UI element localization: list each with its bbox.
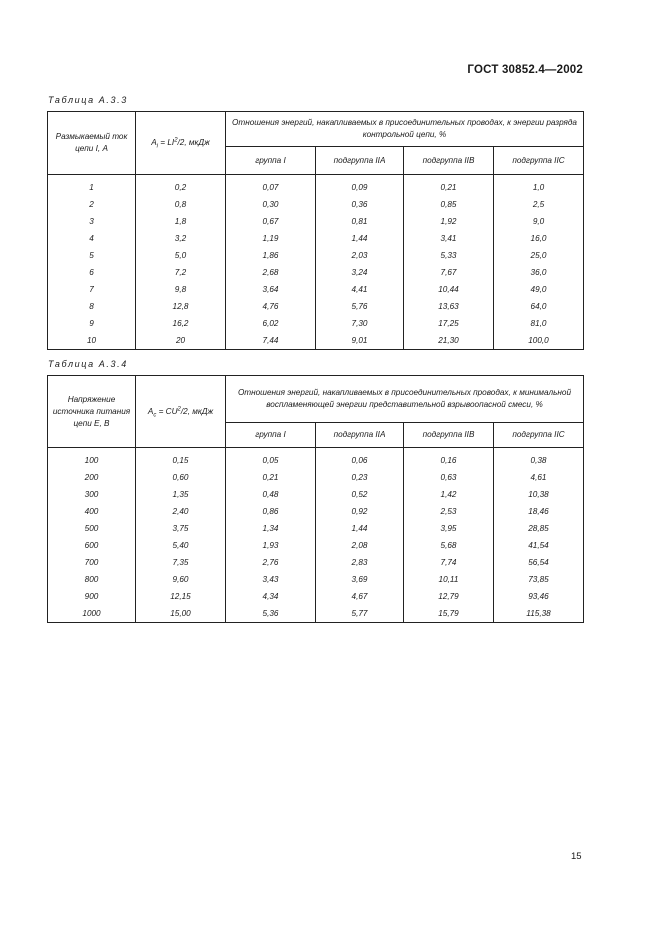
- header-subgroup-iib: подгруппа IIB: [404, 147, 494, 175]
- header-energy-formula: $A_c = CU^2/2$, мкДж: [136, 376, 226, 448]
- header-subgroup-iia: подгруппа IIA: [316, 147, 404, 175]
- table-row: 300 1,35 0,48 0,52 1,42 10,38: [48, 486, 584, 503]
- header-subgroup-iia: подгруппа IIA: [316, 423, 404, 448]
- header-energy-formula: $A_i = LI^2/2$, мкДж: [136, 112, 226, 175]
- table-row: 800 9,60 3,43 3,69 10,11 73,85: [48, 571, 584, 588]
- table-row: 400 2,40 0,86 0,92 2,53 18,46: [48, 503, 584, 520]
- table-row: 9 16,2 6,02 7,30 17,25 81,0: [48, 315, 584, 332]
- table-row: 2 0,8 0,30 0,36 0,85 2,5: [48, 196, 584, 213]
- table-row: 900 12,15 4,34 4,67 12,79 93,46: [48, 588, 584, 605]
- table-row: 1 0,2 0,07 0,09 0,21 1,0: [48, 175, 584, 197]
- table-row: 8 12,8 4,76 5,76 13,63 64,0: [48, 298, 584, 315]
- table-row: 10 20 7,44 9,01 21,30 100,0: [48, 332, 584, 350]
- header-voltage: Напряжение источника питания цепи E, В: [48, 376, 136, 448]
- header-energy-ratio: Отношения энергий, накапливаемых в присоединительных проводах, к энергии разряда контрольной цепи, %: [226, 112, 584, 147]
- table-row: 5 5,0 1,86 2,03 5,33 25,0: [48, 247, 584, 264]
- table-row: 200 0,60 0,21 0,23 0,63 4,61: [48, 469, 584, 486]
- header-energy-ratio: Отношения энергий, накапливаемых в присоединительных проводах, к минимальной воспламеняющей энергии представительной взрывоопасной смеси, %: [226, 376, 584, 423]
- header-group-1: группа I: [226, 147, 316, 175]
- header-subgroup-iic: подгруппа IIC: [494, 423, 584, 448]
- header-subgroup-iib: подгруппа IIB: [404, 423, 494, 448]
- table-row: 700 7,35 2,76 2,83 7,74 56,54: [48, 554, 584, 571]
- table-row: 1000 15,00 5,36 5,77 15,79 115,38: [48, 605, 584, 623]
- table-caption-a33: Таблица А.3.3: [48, 95, 128, 105]
- table-row: 500 3,75 1,34 1,44 3,95 28,85: [48, 520, 584, 537]
- document-id: ГОСТ 30852.4—2002: [467, 64, 583, 76]
- table-row: 3 1,8 0,67 0,81 1,92 9,0: [48, 213, 584, 230]
- table-row: 100 0,15 0,05 0,06 0,16 0,38: [48, 448, 584, 470]
- table-row: 600 5,40 1,93 2,08 5,68 41,54: [48, 537, 584, 554]
- table-row: 6 7,2 2,68 3,24 7,67 36,0: [48, 264, 584, 281]
- table-row: 7 9,8 3,64 4,41 10,44 49,0: [48, 281, 584, 298]
- table-caption-a34: Таблица А.3.4: [48, 359, 128, 369]
- header-group-1: группа I: [226, 423, 316, 448]
- table-row: 4 3,2 1,19 1,44 3,41 16,0: [48, 230, 584, 247]
- header-current: Размыкаемый ток цепи I, А: [48, 112, 136, 175]
- page-number: 15: [571, 851, 582, 862]
- table-a34: [47, 375, 584, 623]
- header-subgroup-iic: подгруппа IIC: [494, 147, 584, 175]
- table-a33: [47, 111, 584, 350]
